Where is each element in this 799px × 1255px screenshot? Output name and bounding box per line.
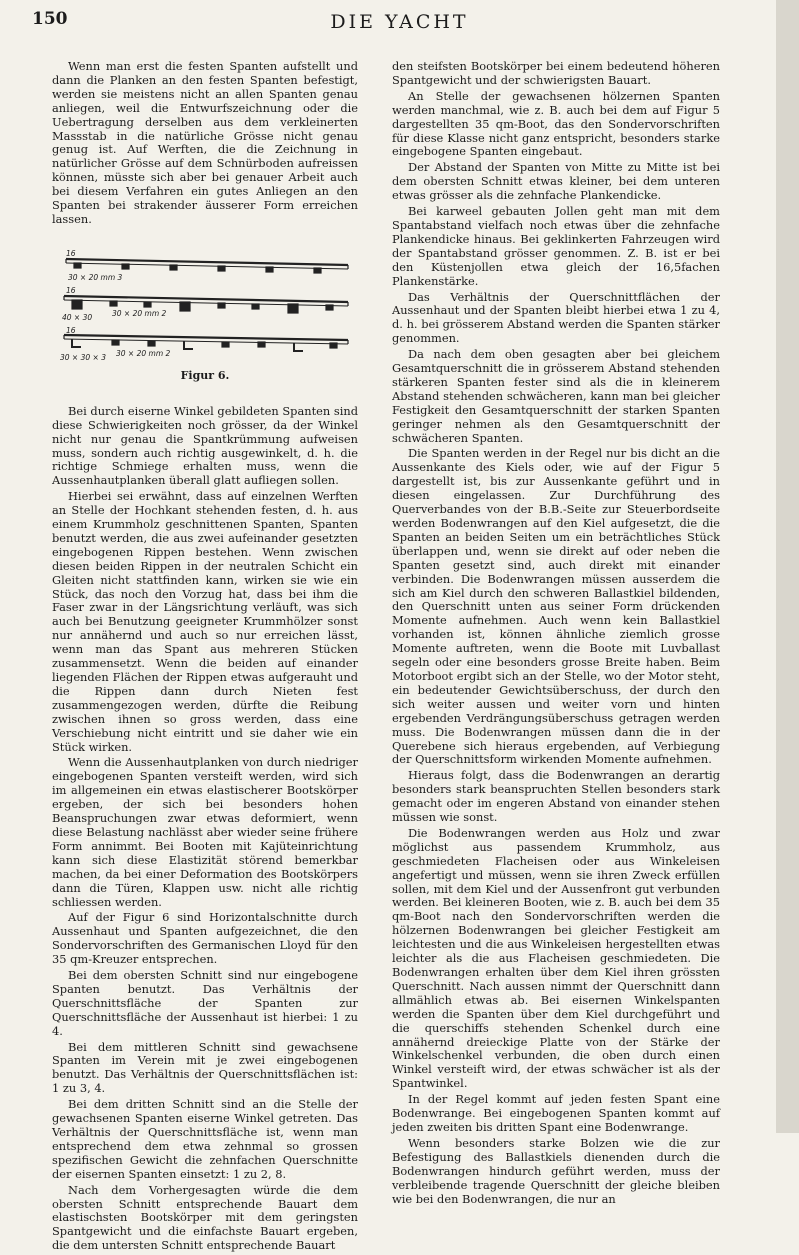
figure-caption: Figur 6. <box>180 368 230 382</box>
paragraph: Der Abstand der Spanten von Mitte zu Mitte ist bei dem obersten Schnitt etwas kleiner, bei dem unteren etwas grösser als die zehnfache Plankendicke. <box>392 160 720 203</box>
paragraph: Bei karweel gebauten Jollen geht man mit dem Spantabstand vielfach noch etwas über die zehnfache Plankendicke hinaus. Bei geklinkerten Fahrzeugen wird der Spantabstand grösser genommen. Z. B. ist er bei den Küstenjollen etwa gleich der 16,5fachen Plankenstärke. <box>392 204 720 288</box>
paragraph: Bei dem dritten Schnitt sind an die Stelle der gewachsenen Spanten eiserne Winkel getreten. Das Verhältnis der Querschnittsfläche ist, wenn man entsprechend dem etwa zehnmal so grossen spezifischen Gewicht die zehnfachen Querschnitte der eisernen Spanten einsetzt: 1 zu 2, 8. <box>52 1097 358 1181</box>
paragraph: Wenn man erst die festen Spanten aufstellt und dann die Planken an den festen Spanten befestigt, werden sie meistens nicht an allen Spanten genau anliegen, weil die Entwurfszeichnung oder die Uebertragung derselben aus dem verkleinerten Massstab in die natürliche Grösse nicht genau genug ist. Auf Werften, die die Zeichnung in natürlicher Grösse auf dem Schnürboden aufreissen können, müsste sich aber bei genauer Arbeit auch bei diesem Verfahren ein gutes Anliegen an den Spanten bei strakender äusserer Form erreichen lassen. <box>52 59 358 226</box>
figure-label: 16 <box>66 325 76 335</box>
left-column <box>52 60 358 1255</box>
paragraph: den steifsten Bootskörper bei einem bedeutend höheren Spantgewicht und der schwierigsten Bauart. <box>392 59 720 87</box>
paragraph: Die Bodenwrangen werden aus Holz und zwar möglichst aus passendem Krummholz, aus geschmiedeten Flacheisen oder aus Winkeleisen angefertigt und müssen, wenn sie ihren Zweck erfüllen sollen, mit dem Kiel und der Aussenfront gut verbunden werden. Bei kleineren Booten, wie z. B. auch bei dem 35 qm-Boot nach den Sondervorschriften werden die hölzernen Bodenwrangen bei gleicher Festigkeit am leichtesten und die aus Winkeleisen hergestellten etwas leichter als die aus Flacheisen geschmiedeten. Die Bodenwrangen erhalten über dem Kiel ihren grössten Querschnitt. Nach aussen nimmt der Querschnitt dann allmählich etwas ab. Bei eisernen Winkelspanten werden die Spanten über dem Kiel durchgeführt und die querschiffs stehenden Schenkel durch eine annähernd dreieckige Platte von der Stärke der Winkelschenkel verbunden, die oben durch einen Winkel versteift wird, der etwas schwächer ist als der Spantwinkel. <box>392 825 720 1091</box>
paragraph: An Stelle der gewachsenen hölzernen Spanten werden manchmal, wie z. B. auch bei dem auf Figur 5 dargestellten 35 qm-Boot, das den Sondervorschriften für diese Klasse nicht ganz entspricht, besonders starke eingebogene Spanten eingebaut. <box>392 88 720 159</box>
section-middle <box>64 296 348 313</box>
page-edge-shadow <box>776 0 799 1133</box>
figure-6 <box>52 245 358 365</box>
figure-label: 30 × 20 mm 2 <box>112 308 167 318</box>
figure-label: 30 × 20 mm 2 <box>116 348 171 358</box>
paragraph: Auf der Figur 6 sind Horizontalschnitte durch Aussenhaut und Spanten aufgezeichnet, die den Sondervorschriften des Germanischen Lloyd für den 35 qm-Kreuzer entsprechen. <box>52 910 358 967</box>
paragraph: Nach dem Vorhergesagten würde die dem obersten Schnitt entsprechende Bauart dem elastischsten Bootskörper mit dem geringsten Spantgewicht und die einfachste Bauart ergeben, die dem untersten Schnitt entsprechende Bauart <box>52 1182 358 1253</box>
figure-label: 16 <box>66 248 76 258</box>
running-title: DIE YACHT <box>330 11 469 33</box>
page-number: 150 <box>32 9 68 29</box>
paragraph: In der Regel kommt auf jeden festen Spant eine Bodenwrange. Bei eingebogenen Spanten kommt auf jeden zweiten bis dritten Spant eine Bodenwrange. <box>392 1092 720 1134</box>
right-column <box>392 60 720 1208</box>
paragraph: Bei dem obersten Schnitt sind nur eingebogene Spanten benutzt. Das Verhältnis der Querschnittsfläche der Spanten zur Querschnittsfläche der Aussenhaut ist hierbei: 1 zu 4. <box>52 968 358 1038</box>
figure-6-drawing <box>52 245 358 365</box>
paragraph: Das Verhältnis der Querschnittflächen der Aussenhaut und der Spanten bleibt hierbei etwa 1 zu 4, d. h. bei grösserem Abstand werden die Spanten stärker genommen. <box>392 289 720 346</box>
paragraph: Da nach dem oben gesagten aber bei gleichem Gesamtquerschnitt die in grösserem Abstand stehenden stärkeren Spanten fester sind als die in kleinerem Abstand stehenden schwächeren, kann man bei gleicher Festigkeit den Gesamtquerschnitt der starken Spanten geringer nehmen als den Gesamtquerschnitt der schwächeren Spanten. <box>392 347 720 445</box>
figure-label: 16 <box>66 285 76 295</box>
paragraph: Hieraus folgt, dass die Bodenwrangen an derartig besonders stark beanspruchten Stellen besonders stark gemacht oder im engeren Abstand von einander stehen müssen wie sonst. <box>392 768 720 825</box>
paragraph: Hierbei sei erwähnt, dass auf einzelnen Werften an Stelle der Hochkant stehenden festen, d. h. aus einem Krummholz geschnittenen Spanten, Spanten benutzt werden, die aus zwei aufeinander gesetzten eingebogenen Rippen bestehen. Wenn zwischen diesen beiden Rippen in der neutralen Schicht ein Gleiten nicht stattfinden kann, wirken sie wie ein Stück, das noch den Vorzug hat, dass bei ihm die Faser zwar in der Längsrichtung verläuft, was sich auch bei Benutzung geeigneter Krummhölzer sonst nur annähernd und auch so nur erreichen lässt, wenn man das Spant aus mehreren Stücken zusammensetzt. Wenn die beiden auf einander liegenden Flächen der Rippen etwas aufgerauht und die Rippen dann durch Nieten fest zusammengezogen werden, dürfte die Reibung zwischen ihnen so gross werden, dass eine Verschiebung nicht eintritt und sie daher wie ein Stück wirken. <box>52 489 358 754</box>
section-bottom <box>64 335 348 351</box>
figure-label: 30 × 30 × 3 <box>60 352 106 362</box>
paragraph: Bei durch eiserne Winkel gebildeten Spanten sind diese Schwierigkeiten noch grösser, da der Winkel nicht nur genau die Spantkrümmung aufweisen muss, sondern auch richtig ausgewinkelt, d. h. die richtige Schmiege erhalten muss, wenn die Aussenhautplanken überall glatt aufliegen sollen. <box>52 403 358 488</box>
paragraph: Die Spanten werden in der Regel nur bis dicht an die Aussenkante des Kiels oder, wie auf der Figur 5 dargestellt ist, bis zur Aussenkante geführt und in diesen eingelassen. Zur Durchführung des Querverbandes von der B.B.-Seite zur Steuerbordseite werden Bodenwrangen auf den Kiel aufgesetzt, die die Spanten an beiden Seiten um ein beträchtliches Stück überlappen und, wenn sie direkt auf oder neben die Spanten gesetzt sind, auch direkt mit einander verbinden. Die Bodenwrangen müssen ausserdem die sich am Kiel durch den schweren Ballastkiel bildenden, den Querschnitt unten aus seiner Form drückenden Momente aufnehmen. Auch wenn kein Ballastkiel vorhanden ist, können ähnliche ziemlich grosse Momente auftreten, wenn die Boote mit Luvballast segeln oder eine besonders grosse Breite haben. Beim Motorboot ergibt sich an der Stelle, wo der Motor steht, ein bedeutender Gewichtsüberschuss, der durch den sich weiter aussen und weiter vorn und hinten ergebenden Verdrängungsüberschuss getragen werden muss. Die Bodenwrangen müssen dann die in der Querebene sich hieraus ergebenden, auf Verbiegung der Querschnittsform wirkenden Momente aufnehmen. <box>392 446 720 767</box>
figure-label: 40 × 30 <box>62 312 93 322</box>
paragraph: Wenn besonders starke Bolzen wie die zur Befestigung des Ballastkiels dienenden durch die Bodenwrangen hindurch geführt werden, muss der verbleibende tragende Querschnitt der gleiche bleiben wie bei den Bodenwrangen, die nur an <box>392 1135 720 1206</box>
figure-label: 30 × 20 mm 3 <box>68 272 123 282</box>
paragraph: Wenn die Aussenhautplanken von durch niedriger eingebogenen Spanten versteift werden, wird sich im allgemeinen ein etwas elastischerer Bootskörper ergeben, der sich bei besonders hohen Beanspruchungen zwar etwas deformiert, wenn diese Belastung nachlässt aber wieder seine frühere Form annimmt. Bei Booten mit Kajüteinrichtung kann sich diese Elastizität störend bemerkbar machen, da bei einer Deformation des Bootskörpers dann die Türen, Klappen usw. nicht alle richtig schliessen werden. <box>52 755 358 909</box>
paragraph: Bei dem mittleren Schnitt sind gewachsene Spanten im Verein mit je zwei eingebogenen benutzt. Das Verhältnis der Querschnittsflächen ist: 1 zu 3, 4. <box>52 1039 358 1096</box>
